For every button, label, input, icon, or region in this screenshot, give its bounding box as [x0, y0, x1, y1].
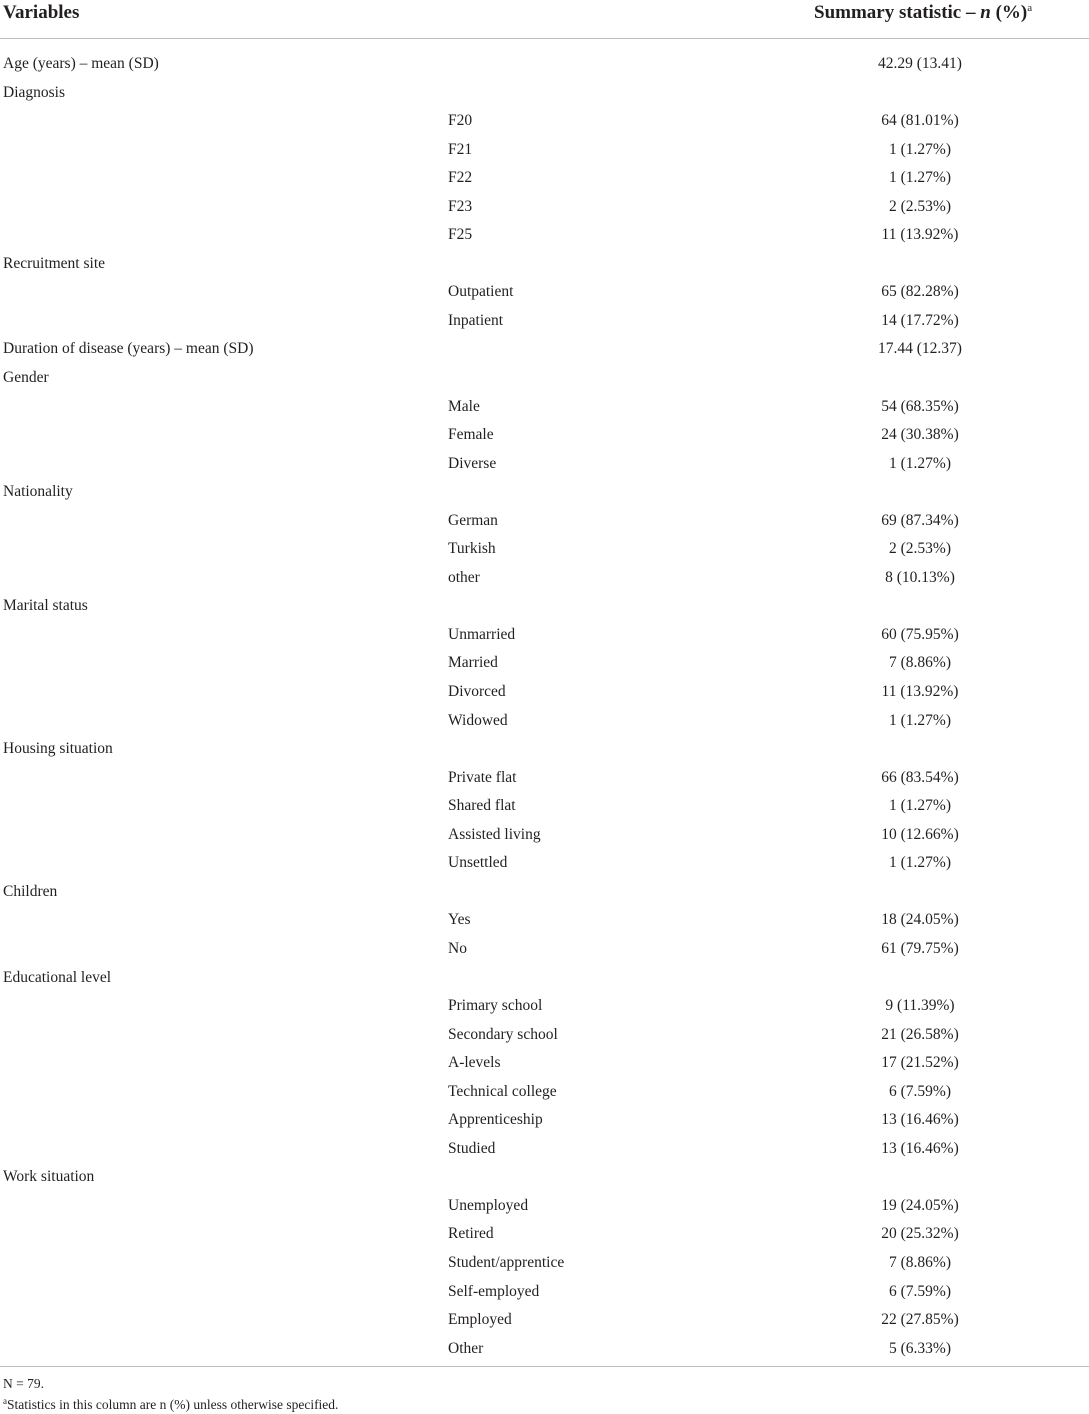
table-row — [0, 507, 1089, 536]
row-value: 65 (82.28%) — [881, 283, 959, 301]
table-bottom-rule — [0, 1366, 1089, 1367]
table-body — [0, 50, 1089, 1363]
table-row — [0, 792, 1089, 821]
row-value: 64 (81.01%) — [881, 112, 959, 130]
table-row — [0, 849, 1089, 878]
row-category: Divorced — [448, 683, 506, 701]
row-value: 6 (7.59%) — [889, 1282, 951, 1300]
row-category: German — [448, 511, 498, 529]
row-value: 1 (1.27%) — [889, 797, 951, 815]
table-row — [0, 136, 1089, 165]
row-category: Assisted living — [448, 825, 541, 843]
footnote-a-text: Statistics in this column are n (%) unless otherwise specified. — [7, 1397, 339, 1412]
row-category: Technical college — [448, 1082, 557, 1100]
row-category: Unsettled — [448, 854, 508, 872]
row-category: Employed — [448, 1311, 512, 1329]
table-row — [0, 906, 1089, 935]
table-row — [0, 335, 1089, 364]
row-value: 2 (2.53%) — [889, 540, 951, 558]
row-value: 60 (75.95%) — [881, 625, 959, 643]
table-row — [0, 821, 1089, 850]
row-value: 1 (1.27%) — [889, 854, 951, 872]
row-value: 5 (6.33%) — [889, 1339, 951, 1357]
row-value: 54 (68.35%) — [881, 397, 959, 415]
table-row — [0, 678, 1089, 707]
table-row — [0, 1278, 1089, 1307]
row-variable: Duration of disease (years) – mean (SD) — [3, 340, 254, 358]
row-category: Studied — [448, 1139, 496, 1157]
row-value: 1 (1.27%) — [889, 711, 951, 729]
row-value: 1 (1.27%) — [889, 140, 951, 158]
header-stat-suffix: (%) — [990, 2, 1028, 23]
table-row — [0, 450, 1089, 479]
header-footnote-marker: a — [1027, 2, 1033, 14]
table-row — [0, 935, 1089, 964]
table-row — [0, 592, 1089, 621]
table-row — [0, 649, 1089, 678]
row-value: 11 (13.92%) — [881, 226, 959, 244]
row-value: 13 (16.46%) — [881, 1111, 959, 1129]
table-row — [0, 221, 1089, 250]
row-category: Private flat — [448, 768, 517, 786]
header-summary-statistic — [814, 2, 1032, 24]
table-row — [0, 735, 1089, 764]
table-row — [0, 364, 1089, 393]
table-row — [0, 478, 1089, 507]
table-row — [0, 193, 1089, 222]
table-row — [0, 535, 1089, 564]
table-row — [0, 1306, 1089, 1335]
row-variable: Age (years) – mean (SD) — [3, 55, 159, 72]
row-value: 6 (7.59%) — [889, 1082, 951, 1100]
row-variable: Educational level — [3, 968, 112, 986]
row-category: Widowed — [448, 711, 508, 729]
row-variable: Children — [3, 882, 58, 900]
table-row — [0, 1163, 1089, 1192]
row-category: A-levels — [448, 1054, 501, 1072]
table-row — [0, 707, 1089, 736]
row-category: F21 — [448, 140, 473, 158]
table-row — [0, 1335, 1089, 1364]
table-row — [0, 1192, 1089, 1221]
table-row — [0, 278, 1089, 307]
row-value: 7 (8.86%) — [889, 654, 951, 672]
row-category: Apprenticeship — [448, 1111, 543, 1129]
footnote-a-marker: a — [3, 1396, 7, 1406]
row-category: Student/apprentice — [448, 1253, 565, 1271]
footnote-a — [3, 1396, 338, 1413]
row-category: Male — [448, 397, 480, 415]
row-value: 61 (79.75%) — [881, 939, 959, 957]
table-row — [0, 1106, 1089, 1135]
footnote-n-total: N = 79. — [3, 1376, 44, 1391]
row-variable: Housing situation — [3, 740, 113, 758]
table-row — [0, 1021, 1089, 1050]
row-variable: Marital status — [3, 597, 88, 615]
row-value: 66 (83.54%) — [881, 768, 959, 786]
row-category: Shared flat — [448, 797, 516, 815]
row-category: Retired — [448, 1225, 494, 1243]
row-value: 14 (17.72%) — [881, 311, 959, 329]
row-value: 7 (8.86%) — [889, 1253, 951, 1271]
row-category: F20 — [448, 112, 473, 130]
table-row — [0, 764, 1089, 793]
row-category: Secondary school — [448, 1025, 558, 1043]
row-value: 9 (11.39%) — [885, 997, 955, 1015]
table-row — [0, 1078, 1089, 1107]
row-category: Married — [448, 654, 498, 672]
table-row — [0, 964, 1089, 993]
row-value: 8 (10.13%) — [885, 568, 955, 586]
row-category: F25 — [448, 226, 473, 244]
row-value: 42.29 (13.41) — [878, 55, 962, 72]
row-category: No — [448, 939, 467, 957]
table-row — [0, 393, 1089, 422]
row-variable: Work situation — [3, 1168, 95, 1186]
table-row — [0, 564, 1089, 593]
table-row — [0, 1049, 1089, 1078]
row-value: 11 (13.92%) — [881, 683, 959, 701]
row-category: Outpatient — [448, 283, 514, 301]
row-category: F23 — [448, 197, 473, 215]
header-stat-prefix: Summary statistic – — [814, 2, 981, 23]
row-category: Diverse — [448, 454, 497, 472]
row-category: other — [448, 568, 480, 586]
row-category: F22 — [448, 169, 473, 187]
row-category: Female — [448, 426, 494, 444]
row-value: 13 (16.46%) — [881, 1139, 959, 1157]
row-category: Other — [448, 1339, 484, 1357]
table-row — [0, 50, 1089, 79]
row-value: 19 (24.05%) — [881, 1196, 959, 1214]
row-category: Unmarried — [448, 625, 516, 643]
row-category: Primary school — [448, 997, 543, 1015]
row-value: 1 (1.27%) — [889, 169, 951, 187]
table-row — [0, 307, 1089, 336]
row-value: 17.44 (12.37) — [878, 340, 962, 358]
row-value: 69 (87.34%) — [881, 511, 959, 529]
table-row — [0, 250, 1089, 279]
row-variable: Diagnosis — [3, 83, 65, 101]
row-value: 17 (21.52%) — [881, 1054, 959, 1072]
table-row — [0, 421, 1089, 450]
table-row — [0, 107, 1089, 136]
row-category: Inpatient — [448, 311, 504, 329]
row-value: 24 (30.38%) — [881, 426, 959, 444]
row-variable: Nationality — [3, 483, 73, 501]
table-row — [0, 1249, 1089, 1278]
row-value: 20 (25.32%) — [881, 1225, 959, 1243]
row-category: Self-employed — [448, 1282, 540, 1300]
row-value: 18 (24.05%) — [881, 911, 959, 929]
header-variables: Variables — [3, 2, 80, 23]
table-row — [0, 1220, 1089, 1249]
row-category: Unemployed — [448, 1196, 529, 1214]
row-value: 1 (1.27%) — [889, 454, 951, 472]
row-variable: Gender — [3, 369, 49, 387]
row-value: 21 (26.58%) — [881, 1025, 959, 1043]
row-value: 22 (27.85%) — [881, 1311, 959, 1329]
table-header — [0, 0, 1089, 39]
row-category: Turkish — [448, 540, 496, 558]
header-stat-n: n — [980, 2, 991, 23]
row-variable: Recruitment site — [3, 254, 106, 272]
table-row — [0, 621, 1089, 650]
row-value: 10 (12.66%) — [881, 825, 959, 843]
table-row — [0, 1135, 1089, 1164]
table-row — [0, 992, 1089, 1021]
row-value: 2 (2.53%) — [889, 197, 951, 215]
table-row — [0, 878, 1089, 907]
table-row — [0, 164, 1089, 193]
table-row — [0, 79, 1089, 108]
row-category: Yes — [448, 911, 471, 929]
